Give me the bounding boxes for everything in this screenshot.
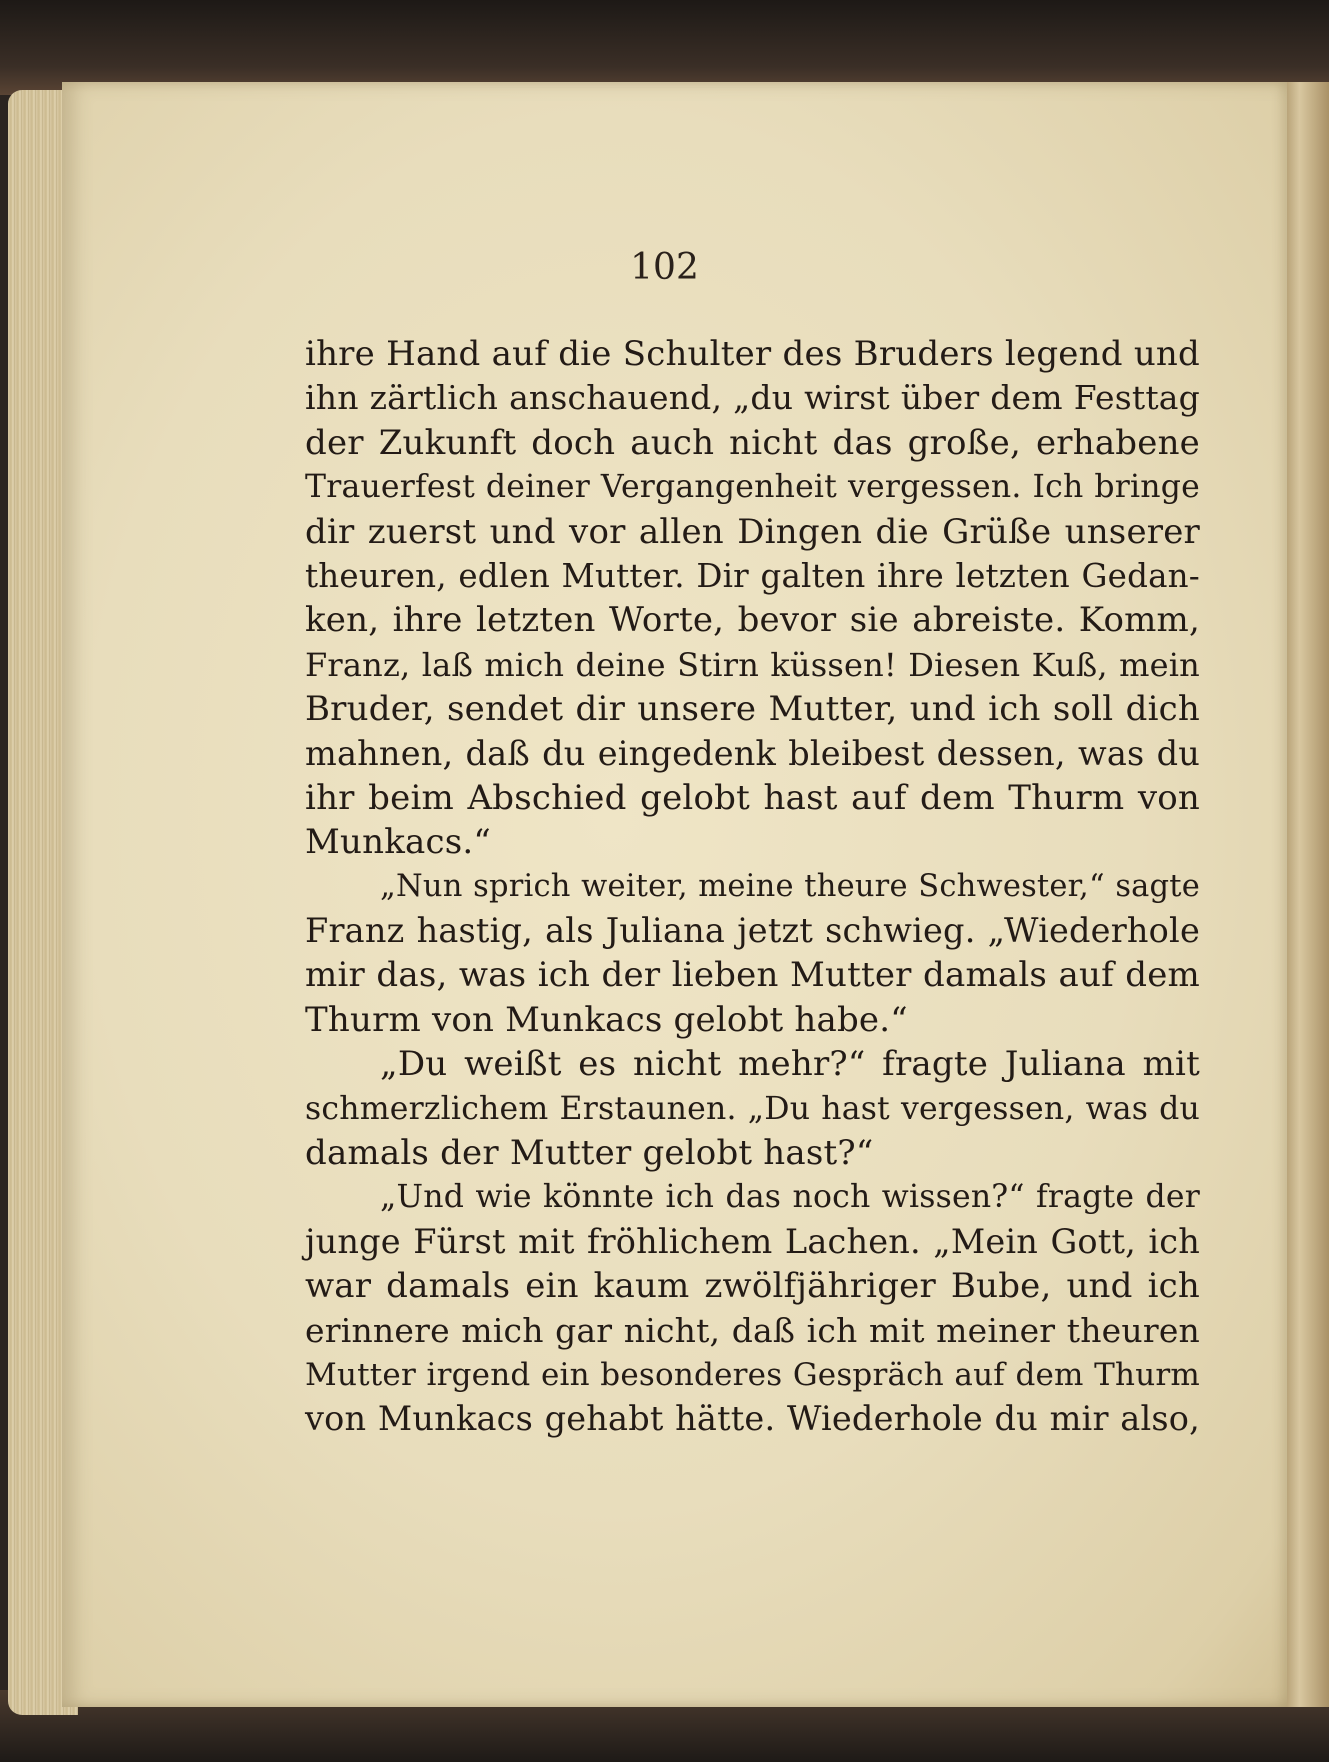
text-line: „Und wie könnte ich das noch wissen?“ fragte der <box>380 1179 1200 1216</box>
text-line: Bruder, sendet dir unsere Mutter, und ich soll dich <box>305 689 1200 730</box>
text-line: theuren, edlen Mutter. Dir galten ihre letzten Gedan- <box>305 556 1200 595</box>
text-line: Trauerfest deiner Vergangenheit vergessen. Ich bringe <box>305 469 1200 506</box>
text-line: der Zukunft doch auch nicht das große, erhabene <box>305 422 1200 463</box>
text-line: mir das, was ich der lieben Mutter damals auf dem <box>305 955 1200 996</box>
text-line: Mutter irgend ein besonderes Gespräch auf dem Thurm <box>305 1356 1200 1393</box>
text-line: erinnere mich gar nicht, daß ich mit meiner theuren <box>305 1310 1200 1350</box>
text-line: schmerzlichem Erstaunen. „Du hast vergessen, was du <box>305 1090 1200 1127</box>
text-line: ihre Hand auf die Schulter des Bruders legend und <box>305 334 1200 374</box>
text-line: Franz, laß mich deine Stirn küssen! Diesen Kuß, mein <box>305 645 1200 684</box>
text-line: mahnen, daß du eingedenk bleibest dessen, was du <box>305 733 1200 773</box>
text-line: Franz hastig, als Juliana jetzt schwieg. „Wiederhole <box>305 911 1200 951</box>
text-line: dir zuerst und vor allen Dingen die Grüße unserer <box>305 511 1200 552</box>
book-binding-top <box>0 0 1329 95</box>
text-line: war damals ein kaum zwölfjähriger Bube, und ich <box>305 1266 1200 1307</box>
page-text <box>305 332 1200 1442</box>
text-line: ihn zärtlich anschauend, „du wirst über dem Festtag <box>305 378 1200 418</box>
text-line: Munkacs.“ <box>305 822 491 863</box>
text-line: junge Fürst mit fröhlichem Lachen. „Mein Gott, ich <box>305 1221 1200 1261</box>
page-number: 102 <box>630 247 699 288</box>
text-line: ken, ihre letzten Worte, bevor sie abreiste. Komm, <box>305 600 1200 641</box>
text-line: „Du weißt es nicht mehr?“ fragte Juliana mit <box>380 1044 1200 1085</box>
text-line: ihr beim Abschied gelobt hast auf dem Thurm von <box>305 777 1200 818</box>
text-line: „Nun sprich weiter, meine theure Schwester,“ sagte <box>380 868 1200 904</box>
text-line: damals der Mutter gelobt hast?“ <box>305 1133 874 1174</box>
page-edge-right <box>1287 82 1329 1707</box>
text-line: Thurm von Munkacs gelobt habe.“ <box>305 999 908 1040</box>
text-line: von Munkacs gehabt hätte. Wiederhole du mir also, <box>305 1399 1200 1439</box>
